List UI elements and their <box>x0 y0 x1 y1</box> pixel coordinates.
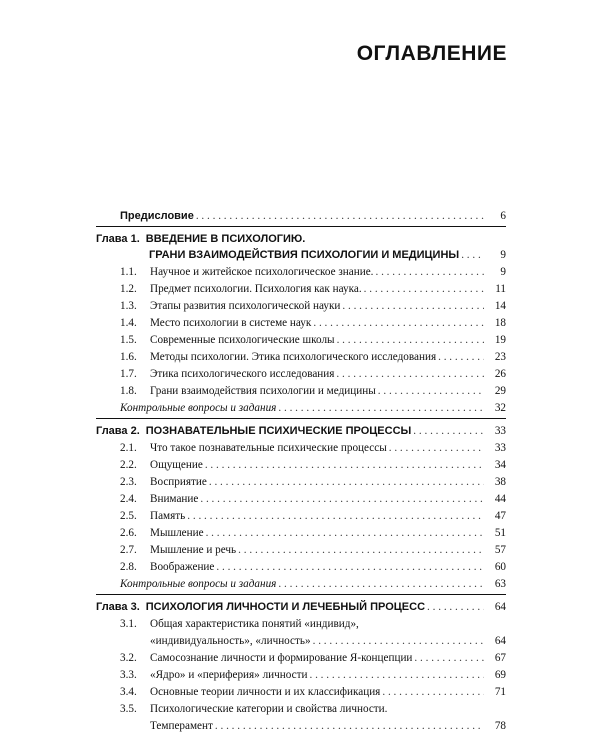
section-number: 1.1. <box>120 266 137 278</box>
toc-entry[interactable] <box>96 489 506 506</box>
toc-entry[interactable] <box>96 296 506 313</box>
toc-entry[interactable] <box>96 262 506 279</box>
dot-leader <box>376 384 484 398</box>
page-number: 63 <box>494 578 506 590</box>
toc-entry[interactable] <box>96 438 506 455</box>
toc-entry[interactable] <box>96 472 506 489</box>
dot-leader <box>373 265 484 279</box>
section-title: Восприятие <box>150 476 207 488</box>
divider <box>96 226 506 227</box>
toc-entry[interactable] <box>96 330 506 347</box>
divider <box>96 594 506 595</box>
section-title: Самосознание личности и формирование Я-концепции <box>150 652 413 664</box>
toc-entry[interactable] <box>96 682 506 699</box>
section-title-continuation: «индивидуальность», «личность» <box>150 635 311 647</box>
toc-entry[interactable] <box>96 665 506 682</box>
section-title: «Ядро» и «периферия» личности <box>150 669 308 681</box>
toc-entry[interactable] <box>96 648 506 665</box>
section-title: Контрольные вопросы и задания <box>120 578 277 590</box>
toc-entry-questions[interactable] <box>96 398 506 415</box>
dot-leader <box>340 299 484 313</box>
dot-leader <box>335 333 484 347</box>
page-number: 11 <box>495 283 506 295</box>
chapter-heading[interactable] <box>96 422 506 438</box>
toc-entry[interactable] <box>96 313 506 330</box>
section-number: 3.1. <box>120 618 137 630</box>
chapter-heading-line-2[interactable] <box>96 246 506 262</box>
section-title: Психологические категории и свойства личности. <box>150 703 388 715</box>
page-number: 33 <box>494 442 506 454</box>
dot-leader <box>213 719 484 733</box>
page-number: 6 <box>500 210 506 222</box>
section-number: 1.8. <box>120 385 137 397</box>
section-title: Этика психологического исследования <box>150 368 335 380</box>
chapter-title: ПОЗНАВАТЕЛЬНЫЕ ПСИХИЧЕСКИЕ ПРОЦЕССЫ <box>145 425 412 437</box>
dot-leader <box>362 282 484 296</box>
section-number: 2.3. <box>120 476 137 488</box>
toc-entry-preface[interactable] <box>96 207 506 223</box>
toc-entry[interactable] <box>96 381 506 398</box>
toc-entry-continuation[interactable] <box>96 716 506 733</box>
page-number: 44 <box>494 493 506 505</box>
page-title: ОГЛАВЛЕНИЕ <box>356 42 507 65</box>
section-title: Место психологии в системе наук <box>150 317 312 329</box>
dot-leader <box>207 475 484 489</box>
section-number: 2.2. <box>120 459 137 471</box>
page-number: 69 <box>494 669 506 681</box>
page-number: 64 <box>494 601 506 613</box>
dot-leader <box>334 367 484 381</box>
section-title: Грани взаимодействия психологии и медицины <box>150 385 376 397</box>
toc-entry[interactable] <box>96 364 506 381</box>
toc-entry[interactable] <box>96 540 506 557</box>
dot-leader <box>214 560 484 574</box>
dot-leader <box>411 424 484 438</box>
section-title: Методы психологии. Этика психологического исследования <box>150 351 437 363</box>
dot-leader <box>194 209 484 223</box>
page-number: 57 <box>494 544 506 556</box>
chapter-title: ВВЕДЕНИЕ В ПСИХОЛОГИЮ. <box>145 233 306 245</box>
section-number: 1.5. <box>120 334 137 346</box>
page-number: 9 <box>500 249 506 261</box>
table-of-contents <box>96 207 506 733</box>
toc-entry-title: Предисловие <box>120 210 194 222</box>
chapter-label: Глава 1. <box>96 233 140 245</box>
section-title: Что такое познавательные психические процессы <box>150 442 387 454</box>
section-title: Научное и житейское психологическое знание. <box>150 266 374 278</box>
section-title: Современные психологические школы <box>150 334 335 346</box>
page-number: 78 <box>494 720 506 732</box>
section-title: Память <box>150 510 186 522</box>
toc-entry[interactable] <box>96 614 506 631</box>
section-number: 3.5. <box>120 703 137 715</box>
toc-entry[interactable] <box>96 279 506 296</box>
dot-leader <box>380 685 484 699</box>
section-title-continuation: Темперамент <box>150 720 213 732</box>
page-number: 29 <box>494 385 506 397</box>
section-title: Ощущение <box>150 459 203 471</box>
page-number: 18 <box>494 317 506 329</box>
dot-leader <box>236 543 484 557</box>
page-number: 14 <box>494 300 506 312</box>
section-number: 1.4. <box>120 317 137 329</box>
dot-leader <box>204 526 484 540</box>
section-number: 2.5. <box>120 510 137 522</box>
toc-entry[interactable] <box>96 455 506 472</box>
dot-leader <box>387 441 484 455</box>
section-number: 2.4. <box>120 493 137 505</box>
page-number: 19 <box>494 334 506 346</box>
chapter-label: Глава 3. <box>96 601 140 613</box>
chapter-heading[interactable] <box>96 598 506 614</box>
chapter-title: ГРАНИ ВЗАИМОДЕЙСТВИЯ ПСИХОЛОГИИ И МЕДИЦИНЫ <box>149 249 460 261</box>
section-number: 2.7. <box>120 544 137 556</box>
chapter-title: ПСИХОЛОГИЯ ЛИЧНОСТИ И ЛЕЧЕБНЫЙ ПРОЦЕСС <box>145 601 426 613</box>
page-number: 71 <box>494 686 506 698</box>
dot-leader <box>185 509 484 523</box>
section-number: 1.7. <box>120 368 137 380</box>
page-number: 47 <box>494 510 506 522</box>
section-number: 1.3. <box>120 300 137 312</box>
section-number: 3.4. <box>120 686 137 698</box>
dot-leader <box>425 600 484 614</box>
section-title: Мышление <box>150 527 204 539</box>
section-title: Воображение <box>150 561 215 573</box>
dot-leader <box>276 577 484 591</box>
toc-entry[interactable] <box>96 506 506 523</box>
page-number: 33 <box>494 425 506 437</box>
dot-leader <box>307 668 484 682</box>
chapter-label: Глава 2. <box>96 425 140 437</box>
dot-leader <box>276 401 484 415</box>
section-number: 1.6. <box>120 351 137 363</box>
section-number: 3.3. <box>120 669 137 681</box>
page-number: 67 <box>494 652 506 664</box>
toc-entry[interactable] <box>96 699 506 716</box>
dot-leader <box>459 248 484 262</box>
dot-leader <box>311 634 484 648</box>
page-number: 9 <box>500 266 506 278</box>
page-number: 51 <box>494 527 506 539</box>
dot-leader <box>311 316 484 330</box>
toc-entry[interactable] <box>96 347 506 364</box>
toc-entry[interactable] <box>96 557 506 574</box>
section-number: 3.2. <box>120 652 137 664</box>
page-number: 26 <box>494 368 506 380</box>
dot-leader <box>412 651 484 665</box>
section-title: Общая характеристика понятий «индивид», <box>150 618 359 630</box>
dot-leader <box>436 350 484 364</box>
page-number: 60 <box>494 561 506 573</box>
section-title: Внимание <box>150 493 199 505</box>
section-title: Основные теории личности и их классификация <box>150 686 381 698</box>
dot-leader <box>203 458 484 472</box>
dot-leader <box>198 492 484 506</box>
section-title: Предмет психологии. Психология как наука. <box>150 283 362 295</box>
page-number: 32 <box>494 402 506 414</box>
section-title: Контрольные вопросы и задания <box>120 402 277 414</box>
chapter-heading[interactable] <box>96 230 506 246</box>
divider <box>96 418 506 419</box>
page-number: 23 <box>494 351 506 363</box>
section-number: 1.2. <box>120 283 137 295</box>
toc-entry[interactable] <box>96 523 506 540</box>
toc-entry-continuation[interactable] <box>96 631 506 648</box>
page-number: 64 <box>494 635 506 647</box>
section-number: 2.6. <box>120 527 137 539</box>
section-number: 2.8. <box>120 561 137 573</box>
toc-entry-questions[interactable] <box>96 574 506 591</box>
section-number: 2.1. <box>120 442 137 454</box>
section-title: Мышление и речь <box>150 544 237 556</box>
section-title: Этапы развития психологической науки <box>150 300 341 312</box>
page-number: 38 <box>494 476 506 488</box>
page-number: 34 <box>494 459 506 471</box>
